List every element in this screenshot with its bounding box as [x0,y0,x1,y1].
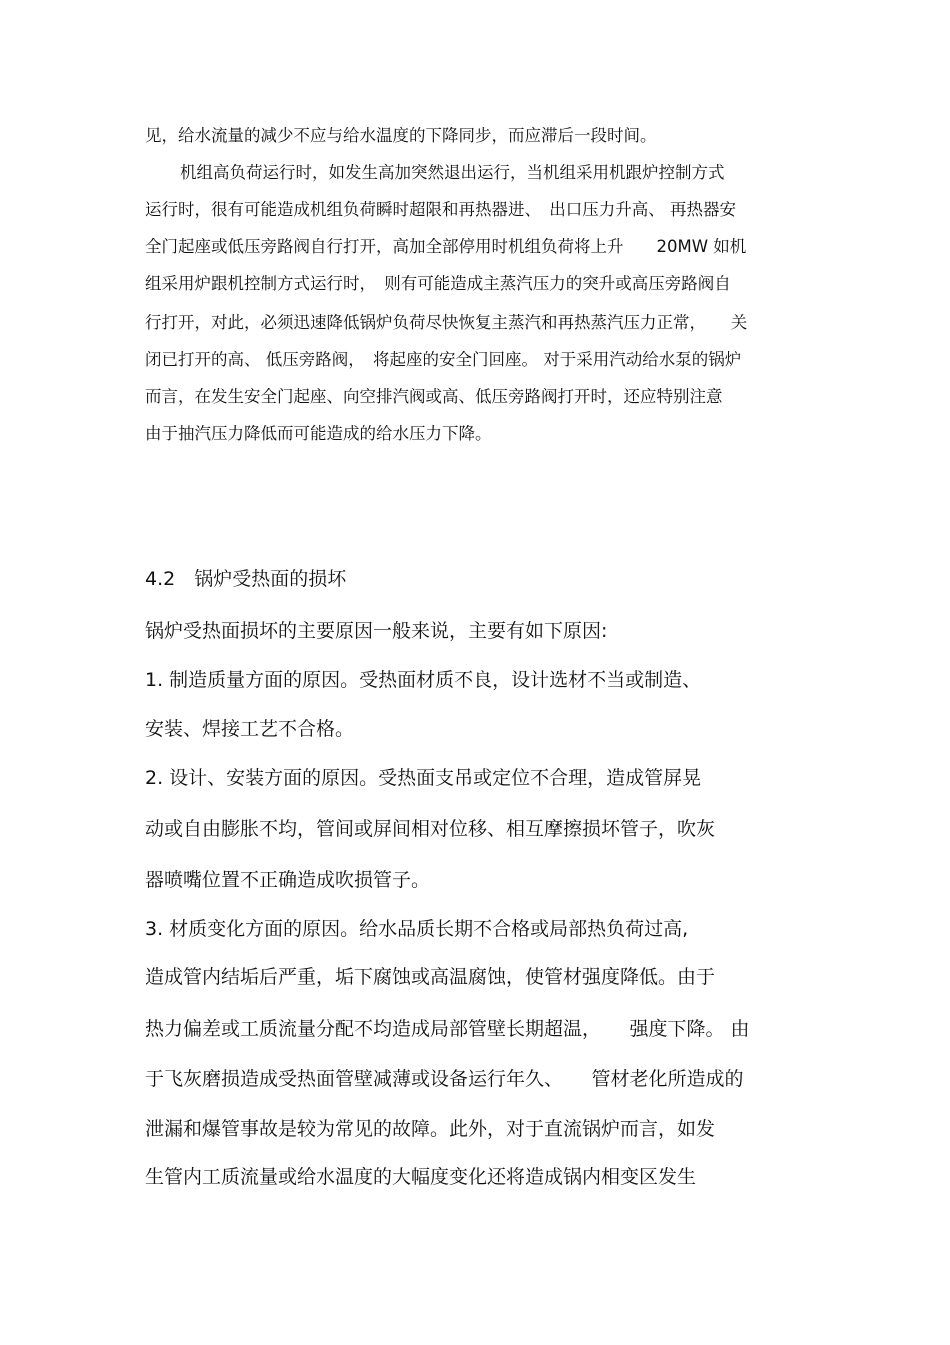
list-item-line: 器喷嘴位置不正确造成吹损管子。 [145,869,431,891]
list-item-line: 安装、焊接工艺不合格。 [145,718,355,740]
paragraph-line: 锅炉受热面损坏的主要原因一般来说，主要有如下原因: [145,620,608,642]
list-item-line: 热力偏差或工质流量分配不均造成局部管壁长期超温， 强度下降。 由 [145,1018,750,1040]
list-item-line: 于飞灰磨损造成受热面管壁减薄或设备运行年久、 管材老化所造成的 [145,1068,744,1090]
list-item-line: 3. 材质变化方面的原因。给水品质长期不合格或局部热负荷过高, [145,918,689,940]
paragraph-line: 行打开，对此，必须迅速降低锅炉负荷尽快恢复主蒸汽和再热蒸汽压力正常， 关 [145,313,748,332]
paragraph-line: 运行时，很有可能造成机组负荷瞬时超限和再热器进、 出口压力升高、 再热器安 [145,200,736,219]
list-item-line: 动或自由膨胀不均，管间或屏间相对位移、相互摩擦损坏管子，吹灰 [145,818,716,840]
list-item-line: 2. 设计、安装方面的原因。受热面支吊或定位不合理，造成管屏晃 [145,767,702,789]
paragraph-line: 机组高负荷运行时，如发生高加突然退出运行，当机组采用机跟炉控制方式 [180,163,725,182]
section-heading: 4.2 锅炉受热面的损坏 [145,568,347,590]
paragraph-line: 由于抽汽压力降低而可能造成的给水压力下降。 [145,424,492,443]
paragraph-line: 见，给水流量的减少不应与给水温度的下降同步，而应滞后一段时间。 [145,126,657,145]
paragraph-line: 闭已打开的高、 低压旁路阀， 将起座的安全门回座。 对于采用汽动给水泵的锅炉 [145,350,742,369]
paragraph-line: 而言，在发生安全门起座、向空排汽阀或高、低压旁路阀打开时，还应特别注意 [145,387,723,406]
list-item-line: 泄漏和爆管事故是较为常见的故障。此外，对于直流锅炉而言，如发 [145,1118,716,1140]
list-item-line: 造成管内结垢后严重，垢下腐蚀或高温腐蚀，使管材强度降低。由于 [145,966,716,988]
paragraph-line: 组采用炉跟机控制方式运行时， 则有可能造成主蒸汽压力的突升或高压旁路阀自 [145,274,731,293]
list-item-line: 1. 制造质量方面的原因。受热面材质不良，设计选材不当或制造、 [145,669,702,691]
paragraph-line: 全门起座或低压旁路阀自行打开，高加全部停用时机组负荷将上升 20MW 如机 [145,237,747,256]
list-item-line: 生管内工质流量或给水温度的大幅度变化还将造成锅内相变区发生 [145,1166,697,1188]
